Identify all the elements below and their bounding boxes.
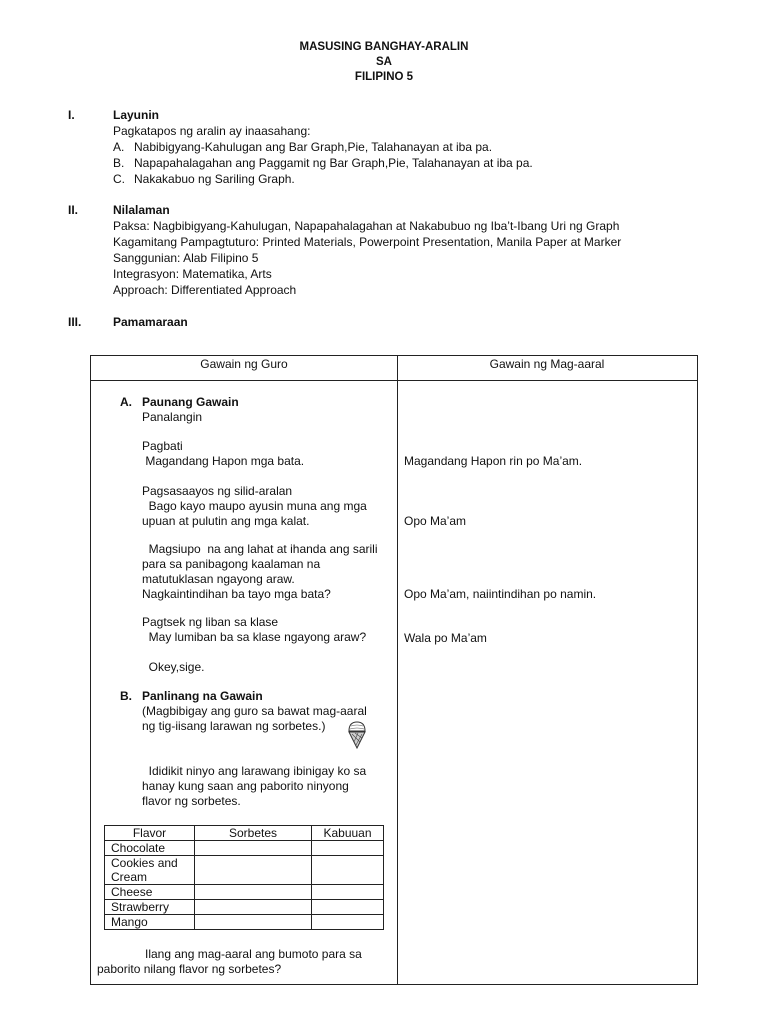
ice-cream-cone-icon — [346, 720, 368, 750]
ididikit-line3: flavor ng sorbetes. — [142, 794, 241, 808]
kabuuan-cell — [312, 856, 384, 885]
header-flavor: Flavor — [105, 826, 195, 841]
flavor-strawberry: Strawberry — [105, 900, 195, 915]
layunin-letter-c: C. — [113, 172, 125, 186]
ilang-line1: Ilang ang mag-aaral ang bumoto para sa — [145, 947, 362, 961]
panalangin: Panalangin — [142, 410, 203, 424]
kabuuan-cell — [312, 900, 384, 915]
pagbati-text: Magandang Hapon mga bata. — [142, 454, 305, 468]
magsiupo-line1: Magsiupo na ang lahat at ihanda ang sarili — [142, 542, 378, 556]
table-row — [105, 885, 384, 900]
table-row — [105, 841, 384, 856]
table-row — [105, 900, 384, 915]
col-header-guro: Gawain ng Guro — [200, 357, 288, 371]
flavor-table — [104, 825, 384, 930]
nilalaman-approach: Approach: Differentiated Approach — [113, 283, 297, 297]
nilalaman-integrasyon: Integrasyon: Matematika, Arts — [113, 267, 272, 281]
pagsasaayos-line1: Bago kayo maupo ayusin muna ang mga — [142, 499, 367, 513]
layunin-letter-b: B. — [113, 156, 125, 170]
flavor-chocolate: Chocolate — [105, 841, 195, 856]
pagsasaayos-heading: Pagsasaayos ng silid-aralan — [142, 484, 293, 498]
ididikit-line1: Ididikit ninyo ang larawang ibinigay ko sa — [142, 764, 367, 778]
doc-subject: FILIPINO 5 — [354, 71, 414, 83]
ilang-line2: paborito nilang flavor ng sorbetes? — [97, 962, 282, 976]
kabuuan-cell — [312, 841, 384, 856]
sagot-pagbati: Magandang Hapon rin po Ma’am. — [404, 454, 583, 468]
section-title-pamamaraan: Pamamaraan — [113, 315, 188, 329]
kabuuan-cell — [312, 915, 384, 930]
flavor-mango: Mango — [105, 915, 195, 930]
layunin-item-a: Nabibigyang-Kahulugan ang Bar Graph,Pie, Talahanayan at iba pa. — [134, 140, 493, 154]
table-row — [105, 856, 384, 885]
section-num-3: III. — [68, 315, 82, 329]
pagsasaayos-line2: upuan at pulutin ang mga kalat. — [142, 514, 310, 528]
table-row — [105, 915, 384, 930]
sagot-nagkaintindihan: Opo Ma’am, naiintindihan po namin. — [404, 587, 597, 601]
layunin-item-c: Nakakabuo ng Sariling Graph. — [134, 172, 295, 186]
kabuuan-cell — [312, 885, 384, 900]
nilalaman-kagamitan: Kagamitang Pampagtuturo: Printed Materials, Powerpoint Presentation, Manila Paper at Marker — [113, 235, 622, 249]
panlinang-letter: B. — [120, 689, 132, 703]
panlinang-line2: ng tig-iisang larawan ng sorbetes.) — [142, 719, 326, 733]
table-divider-header — [91, 380, 697, 381]
doc-title-sa: SA — [376, 56, 392, 68]
layunin-intro: Pagkatapos ng aralin ay inaasahang: — [113, 124, 311, 138]
col-header-magaaral: Gawain ng Mag-aaral — [489, 357, 605, 371]
flavor-table-header — [105, 826, 384, 841]
sorbetes-cell — [195, 900, 312, 915]
header-kabuuan: Kabuuan — [312, 826, 384, 841]
magsiupo-line4: Nagkaintindihan ba tayo mga bata? — [142, 587, 331, 601]
sagot-liban: Wala po Ma’am — [404, 631, 487, 645]
pagtsek-text: May lumiban ba sa klase ngayong araw? — [142, 630, 367, 644]
sagot-pagsasaayos: Opo Ma’am — [404, 514, 467, 528]
sorbetes-cell — [195, 885, 312, 900]
paunang-letter: A. — [120, 395, 132, 409]
sorbetes-cell — [195, 856, 312, 885]
doc-title: MASUSING BANGHAY-ARALIN — [299, 41, 469, 53]
section-num-1: I. — [68, 108, 75, 122]
pagtsek-heading: Pagtsek ng liban sa klase — [142, 615, 279, 629]
pagbati-heading: Pagbati — [142, 439, 183, 453]
nilalaman-sanggunian: Sanggunian: Alab Filipino 5 — [113, 251, 259, 265]
okey-sige: Okey,sige. — [142, 660, 205, 674]
ididikit-line2: hanay kung saan ang paborito ninyong — [142, 779, 349, 793]
nilalaman-paksa: Paksa: Nagbibigyang-Kahulugan, Napapahalagahan at Nakabubuo ng Iba’t-Ibang Uri ng Graph — [113, 219, 620, 233]
magsiupo-line2: para sa panibagong kaalaman na — [142, 557, 321, 571]
section-title-nilalaman: Nilalaman — [113, 203, 170, 217]
magsiupo-line3: matutuklasan ngayong araw. — [142, 572, 295, 586]
header-sorbetes: Sorbetes — [195, 826, 312, 841]
table-divider-vertical — [397, 356, 398, 984]
layunin-letter-a: A. — [113, 140, 125, 154]
panlinang-gawain-title: Panlinang na Gawain — [142, 689, 263, 703]
sorbetes-cell — [195, 841, 312, 856]
flavor-cheese: Cheese — [105, 885, 195, 900]
sorbetes-cell — [195, 915, 312, 930]
flavor-cookies-and-cream: Cookies and Cream — [105, 856, 195, 885]
section-title-layunin: Layunin — [113, 108, 160, 122]
section-num-2: II. — [68, 203, 79, 217]
panlinang-line1: (Magbibigay ang guro sa bawat mag-aaral — [142, 704, 367, 718]
layunin-item-b: Napapahalagahan ang Paggamit ng Bar Graph,Pie, Talahanayan at iba pa. — [134, 156, 533, 170]
paunang-gawain-title: Paunang Gawain — [142, 395, 239, 409]
